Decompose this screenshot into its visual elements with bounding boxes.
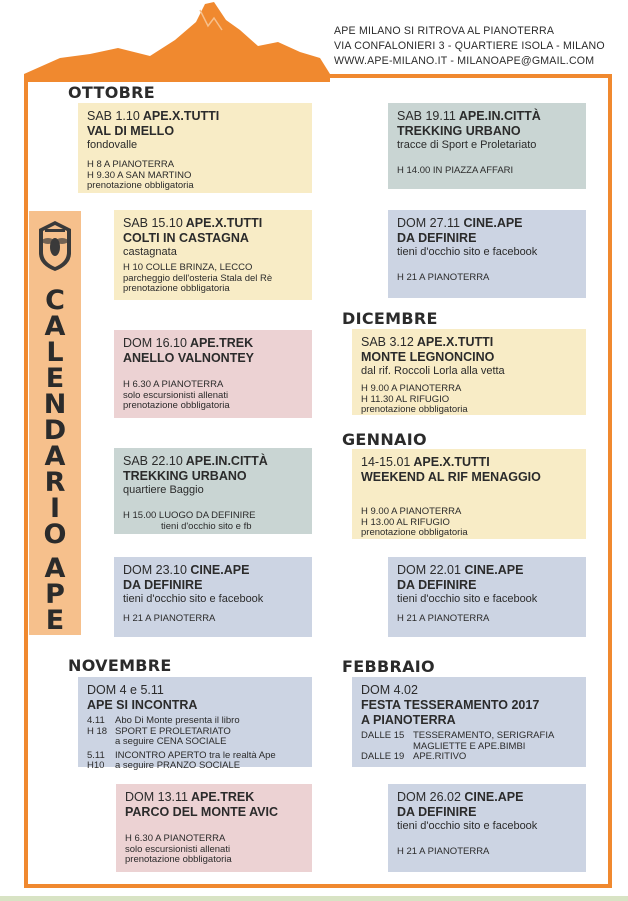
event-date: SAB 3.12 xyxy=(361,335,414,349)
event-card xyxy=(114,210,312,300)
event-date: SAB 1.10 xyxy=(87,109,140,123)
event-detail: H 14.00 IN PIAZZA AFFARI xyxy=(397,165,514,176)
event-detail: Abo Di Monte presenta il libro xyxy=(115,715,240,726)
event-detail: H 13.00 AL RIFUGIO xyxy=(361,516,450,528)
event-card xyxy=(352,449,586,539)
event-detail: SPORT E PROLETARIATO xyxy=(115,725,231,737)
event-detail-key: 4.11 xyxy=(87,715,105,726)
side-letter: N xyxy=(43,389,67,420)
event-detail: a seguire CENA SOCIALE xyxy=(115,736,227,747)
side-letter: A xyxy=(44,441,66,472)
event-title: DA DEFINIRE xyxy=(397,578,477,592)
side-letter: I xyxy=(49,493,61,524)
event-subtitle: castagnata xyxy=(123,246,177,258)
event-card xyxy=(78,677,312,771)
event-title: DA DEFINIRE xyxy=(397,231,477,245)
event-title: TREKKING URBANO xyxy=(397,124,521,138)
event-subtitle: tracce di Sport e Proletariato xyxy=(397,139,537,151)
event-detail: H 6.30 A PIANOTERRA xyxy=(125,833,226,844)
event-category: APE.TREK xyxy=(189,336,254,350)
event-detail: H 21 A PIANOTERRA xyxy=(397,272,490,283)
side-letter: C xyxy=(45,285,65,316)
event-card xyxy=(388,557,586,637)
event-card xyxy=(78,103,312,193)
month-heading-gennaio: GENNAIO xyxy=(342,430,427,449)
event-title: TREKKING URBANO xyxy=(123,469,247,483)
event-subtitle: tieni d'occhio sito e facebook xyxy=(123,593,264,605)
event-category: APE.IN.CITTÀ xyxy=(458,109,541,123)
event-category: APE.X.TUTTI xyxy=(185,216,263,230)
event-category: APE.IN.CITTÀ xyxy=(185,454,268,468)
event-subtitle: tieni d'occhio sito e facebook xyxy=(397,593,538,605)
side-letter: A xyxy=(44,311,66,342)
event-detail: H 10 COLLE BRINZA, LECCO xyxy=(123,262,253,273)
event-title: ANELLO VALNONTEY xyxy=(123,351,255,365)
event-detail: H 15.00 LUOGO DA DEFINIRE xyxy=(123,510,256,521)
event-date: SAB 19.11 xyxy=(397,109,456,123)
event-date: 14-15.01 xyxy=(361,455,411,469)
event-card xyxy=(352,329,586,415)
event-title: DA DEFINIRE xyxy=(397,805,477,819)
event-detail: H 11.30 AL RIFUGIO xyxy=(361,393,450,405)
event-title: DA DEFINIRE xyxy=(123,578,203,592)
event-detail-key: H 18 xyxy=(87,725,108,737)
header-line-3: WWW.APE-MILANO.IT - MILANOAPE@GMAIL.COM xyxy=(334,55,595,67)
event-date: SAB 15.10 xyxy=(123,216,183,230)
event-detail-key: H10 xyxy=(87,760,105,771)
event-note: prenotazione obbligatoria xyxy=(125,854,232,865)
event-category: APE.TREK xyxy=(191,790,255,804)
event-note: prenotazione obbligatoria xyxy=(361,527,468,538)
event-detail-key: DALLE 19 xyxy=(361,751,405,762)
month-heading-ottobre: OTTOBRE xyxy=(68,83,155,102)
event-detail: H 21 A PIANOTERRA xyxy=(397,846,490,857)
side-letter: R xyxy=(44,467,66,498)
event-detail-key: 5.11 xyxy=(87,749,105,761)
event-date: DOM 16.10 xyxy=(123,336,187,350)
event-card xyxy=(388,210,586,298)
event-card xyxy=(114,557,312,637)
header-line-1: APE MILANO SI RITROVA AL PIANOTERRA xyxy=(334,25,555,37)
event-detail: solo escursionisti allenati xyxy=(125,843,231,855)
event-title: WEEKEND AL RIF MENAGGIO xyxy=(361,470,541,484)
event-detail: H 9.00 A PIANOTERRA xyxy=(361,506,462,517)
side-letter: E xyxy=(45,605,65,636)
event-detail-key: DALLE 15 xyxy=(361,730,405,741)
event-detail: H 6.30 A PIANOTERRA xyxy=(123,379,224,390)
event-detail: parcheggio dell'osteria Stala del Rè xyxy=(123,272,273,284)
event-category: APE.X.TUTTI xyxy=(413,455,490,469)
event-date: DOM 4 e 5.11 xyxy=(87,683,164,697)
event-date: DOM 13.11 xyxy=(125,790,188,804)
side-letter: E xyxy=(45,363,65,394)
event-category: CINE.APE xyxy=(464,790,524,804)
event-title: COLTI IN CASTAGNA xyxy=(123,231,249,245)
month-heading-febbraio: FEBBRAIO xyxy=(342,657,435,676)
event-detail: H 21 A PIANOTERRA xyxy=(397,613,490,624)
event-date: DOM 27.11 xyxy=(397,216,460,230)
event-note: prenotazione obbligatoria xyxy=(87,180,194,191)
mountains-illustration xyxy=(0,0,330,82)
side-letter: P xyxy=(45,579,65,610)
event-title: MONTE LEGNONCINO xyxy=(361,350,495,364)
event-detail: H 8 A PIANOTERRA xyxy=(87,159,175,170)
event-date: SAB 22.10 xyxy=(123,454,183,468)
event-card xyxy=(388,784,586,872)
event-subtitle: fondovalle xyxy=(87,139,138,151)
side-letter: A xyxy=(44,553,66,584)
event-subtitle: quartiere Baggio xyxy=(123,484,204,496)
event-detail: TESSERAMENTO, SERIGRAFIA xyxy=(413,730,555,741)
event-subtitle: tieni d'occhio sito e facebook xyxy=(397,246,538,258)
event-date: DOM 22.01 xyxy=(397,563,461,577)
event-category: APE.X.TUTTI xyxy=(416,335,494,349)
event-card xyxy=(114,330,312,418)
event-detail: H 9.00 A PIANOTERRA xyxy=(361,383,462,394)
event-note: prenotazione obbligatoria xyxy=(123,283,230,294)
event-date: DOM 23.10 xyxy=(123,563,187,577)
event-date: DOM 26.02 xyxy=(397,790,461,804)
event-category: CINE.APE xyxy=(463,216,523,230)
event-title: VAL DI MELLO xyxy=(87,124,175,138)
event-subtitle: tieni d'occhio sito e facebook xyxy=(397,820,538,832)
event-date: DOM 4.02 xyxy=(361,683,418,697)
side-letter: D xyxy=(43,415,67,446)
event-detail: a seguire PRANZO SOCIALE xyxy=(115,760,241,771)
event-detail: solo escursionisti allenati xyxy=(123,389,229,401)
header-line-2: VIA CONFALONIERI 3 - QUARTIERE ISOLA - MILANO xyxy=(334,40,605,52)
event-note: prenotazione obbligatoria xyxy=(123,400,230,411)
event-card xyxy=(388,103,586,189)
event-card xyxy=(114,448,312,534)
bottom-strip xyxy=(0,896,628,901)
side-letter: L xyxy=(46,337,64,368)
side-letter: O xyxy=(43,519,67,550)
event-detail: H 21 A PIANOTERRA xyxy=(123,613,216,624)
event-title: FESTA TESSERAMENTO 2017 xyxy=(361,698,540,712)
event-card xyxy=(352,677,586,767)
event-category: CINE.APE xyxy=(190,563,250,577)
event-detail: INCONTRO APERTO tra le realtà Ape xyxy=(115,749,276,761)
event-title-line-2: A PIANOTERRA xyxy=(361,713,456,727)
event-detail: H 9.30 A SAN MARTINO xyxy=(87,169,192,181)
event-detail: APE.RITIVO xyxy=(413,751,467,762)
event-subtitle: dal rif. Roccoli Lorla alla vetta xyxy=(361,365,505,377)
event-title: APE SI INCONTRA xyxy=(87,698,198,712)
month-heading-dicembre: DICEMBRE xyxy=(342,309,438,328)
bee-badge-icon xyxy=(35,219,75,273)
event-category: CINE.APE xyxy=(464,563,524,577)
event-detail: MAGLIETTE E APE.BIMBI xyxy=(413,740,526,752)
event-title: PARCO DEL MONTE AVIC xyxy=(125,805,279,819)
event-detail: tieni d'occhio sito e fb xyxy=(161,520,252,532)
header-info xyxy=(334,24,624,69)
event-category: APE.X.TUTTI xyxy=(142,109,220,123)
event-card xyxy=(116,784,312,872)
event-note: prenotazione obbligatoria xyxy=(361,404,468,415)
month-heading-novembre: NOVEMBRE xyxy=(68,656,172,675)
